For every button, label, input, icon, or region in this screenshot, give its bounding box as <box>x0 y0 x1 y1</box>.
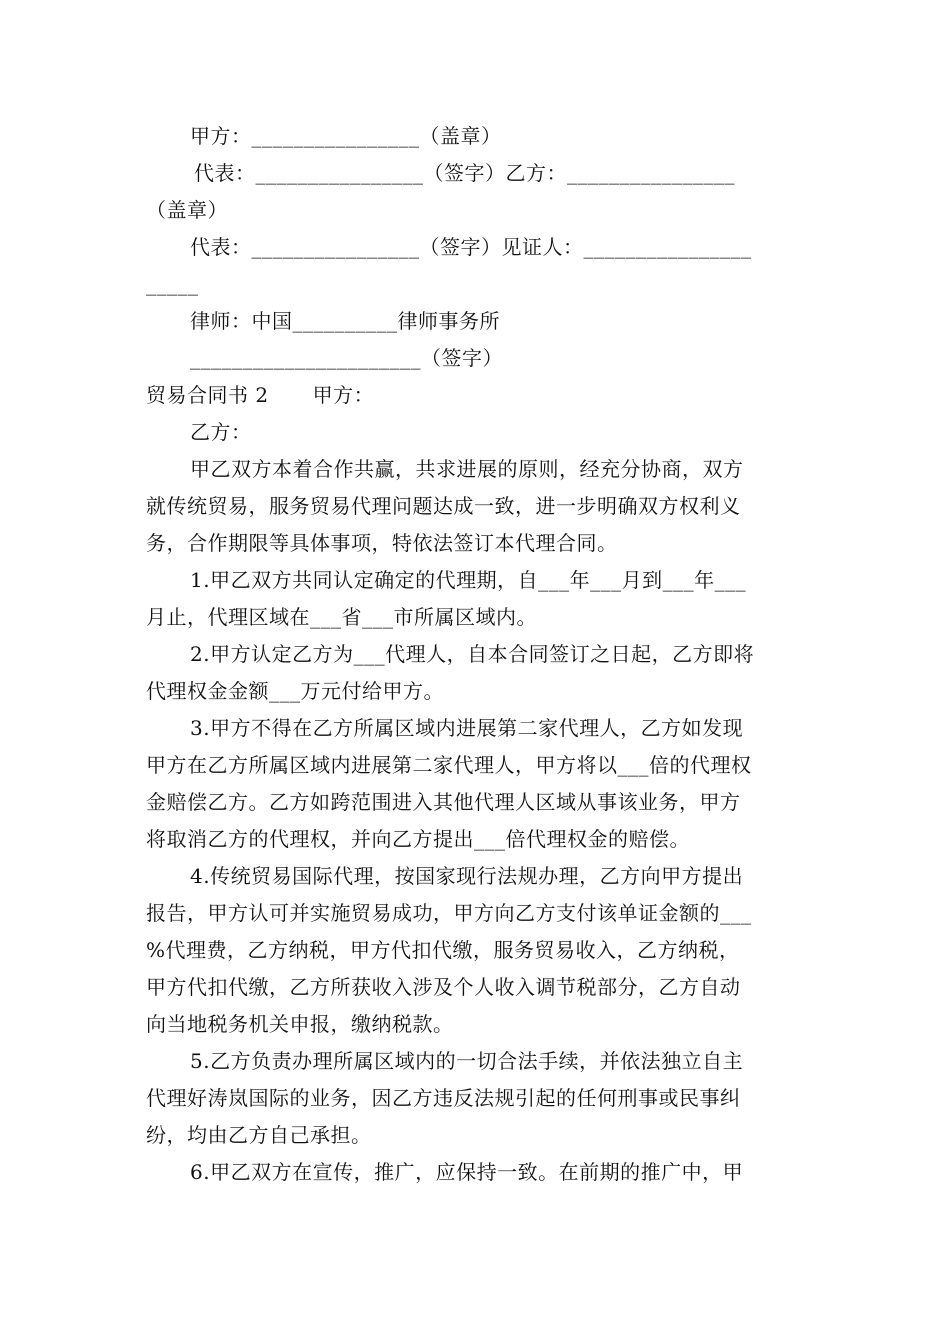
clause-5-line: 代理好涛岚国际的业务，因乙方违反法规引起的任何刑事或民事纠 <box>146 1086 741 1110</box>
clause-5-line: 纷，均由乙方自己承担。 <box>146 1123 372 1147</box>
paragraph-line: 就传统贸易，服务贸易代理问题达成一致，进一步明确双方权利义 <box>146 494 741 518</box>
party-a-label: 甲方： <box>312 383 375 407</box>
clause-1-line: 1.甲乙双方共同认定确定的代理期，自___年___月到___年___ <box>190 568 747 592</box>
clause-3-line: 将取消乙方的代理权，并向乙方提出___倍代理权金的赔偿。 <box>146 827 690 851</box>
clause-4-line: 向当地税务机关申报，缴纳税款。 <box>146 1012 454 1036</box>
lawyer-signature-line: ______________________（签字） <box>190 346 503 370</box>
party-a-seal-line: 甲方：________________（盖章） <box>190 124 502 148</box>
clause-4-line: %代理费，乙方纳税，甲方代扣代缴，服务贸易收入，乙方纳税， <box>146 938 740 962</box>
lawyer-line: 律师：中国__________律师事务所 <box>190 309 500 333</box>
clause-4-line: 甲方代扣代缴，乙方所获收入涉及个人收入调节税部分，乙方自动 <box>146 975 741 999</box>
witness-continuation-line: _____ <box>146 272 199 296</box>
clause-3-line: 甲方在乙方所属区域内进展第二家代理人，甲方将以___倍的代理权 <box>146 753 752 777</box>
representative-witness-line: 代表：________________（签字）见证人：________________ <box>190 235 752 259</box>
clause-1-line: 月止，代理区域在___省___市所属区域内。 <box>146 605 537 629</box>
clause-3-line: 3.甲方不得在乙方所属区域内进展第二家代理人，乙方如发现 <box>190 716 744 740</box>
party-b-label: 乙方： <box>190 420 252 444</box>
clause-4-line: 报告，甲方认可并实施贸易成功，甲方向乙方支付该单证金额的___ <box>146 901 752 925</box>
clause-2-line: 2.甲方认定乙方为___代理人，自本合同签订之日起，乙方即将 <box>190 642 755 666</box>
representative-party-b-line: 代表：________________（签字）乙方：________________ <box>194 161 735 185</box>
clause-4-line: 4.传统贸易国际代理，按国家现行法规办理，乙方向甲方提出 <box>190 864 744 888</box>
clause-6-line: 6.甲乙双方在宣传，推广，应保持一致。在前期的推广中，甲 <box>190 1160 744 1184</box>
seal-continuation-line: （盖章） <box>146 198 228 222</box>
document-body <box>146 118 808 1191</box>
contract-title: 贸易合同书 2 <box>146 383 269 407</box>
paragraph-line: 甲乙双方本着合作共赢，共求进展的原则，经充分协商，双方 <box>190 457 744 481</box>
paragraph-line: 务，合作期限等具体事项，特依法签订本代理合同。 <box>146 531 618 555</box>
clause-2-line: 代理权金金额___万元付给甲方。 <box>146 679 444 703</box>
contract-title-line <box>146 377 808 414</box>
clause-5-line: 5.乙方负责办理所属区域内的一切合法手续，并依法独立自主 <box>190 1049 744 1073</box>
clause-3-line: 金赔偿乙方。乙方如跨范围进入其他代理人区域从事该业务，甲方 <box>146 790 741 814</box>
